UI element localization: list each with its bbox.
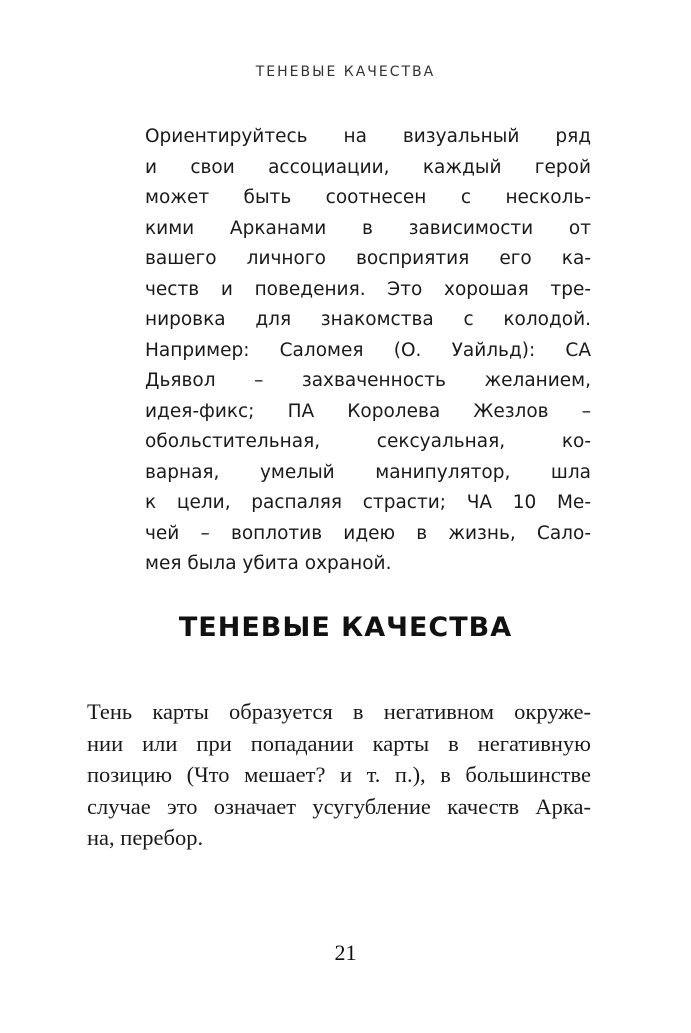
body-line: позицию (Что мешает? и т. п.), в большинстве (87, 762, 591, 787)
body-line: случае это означает усугубление качеств Арка- (87, 793, 591, 819)
body-line: Тень карты образуется в негативном окруже- (87, 699, 591, 724)
sidebar-line: Например: Саломея (О. Уайльд): СА (145, 339, 591, 361)
sidebar-line: варная, умелый манипулятор, шла (145, 461, 591, 483)
sidebar-line: идея-фикс; ПА Королева Жезлов – (145, 400, 591, 422)
page-number: 21 (334, 940, 357, 965)
sidebar-line: Ориентируйтесь на визуальный ряд (145, 126, 591, 147)
sidebar-line: может быть соотнесен с несколь- (145, 187, 591, 208)
sidebar-line: мея была убита охраной. (145, 553, 392, 574)
sidebar-line: Дьявол – захваченность желанием, (145, 370, 591, 391)
sidebar-line: чей – воплотив идею в жизнь, Сало- (145, 522, 591, 544)
sidebar-line: вашего личного восприятия его ка- (145, 248, 591, 269)
sidebar-line: честв и поведения. Это хорошая тре- (145, 278, 591, 300)
running-head: ТЕНЕВЫЕ КАЧЕСТВА (255, 64, 436, 80)
sidebar-line: нировка для знакомства с колодой. (145, 309, 591, 330)
sidebar-text-block (145, 122, 591, 580)
sidebar-line: к цели, распаляя страсти; ЧА 10 Ме- (145, 492, 591, 513)
body-paragraph (87, 696, 591, 854)
body-line: нии или при попадании карты в негативную (87, 730, 591, 756)
sidebar-line: и свои ассоциации, каждый герой (145, 156, 591, 178)
sidebar-line: кими Арканами в зависимости от (145, 217, 591, 239)
sidebar-line: обольстительная, сексуальная, ко- (145, 431, 591, 452)
body-line: на, перебор. (87, 825, 204, 850)
section-title: ТЕНЕВЫЕ КАЧЕСТВА (178, 612, 513, 643)
